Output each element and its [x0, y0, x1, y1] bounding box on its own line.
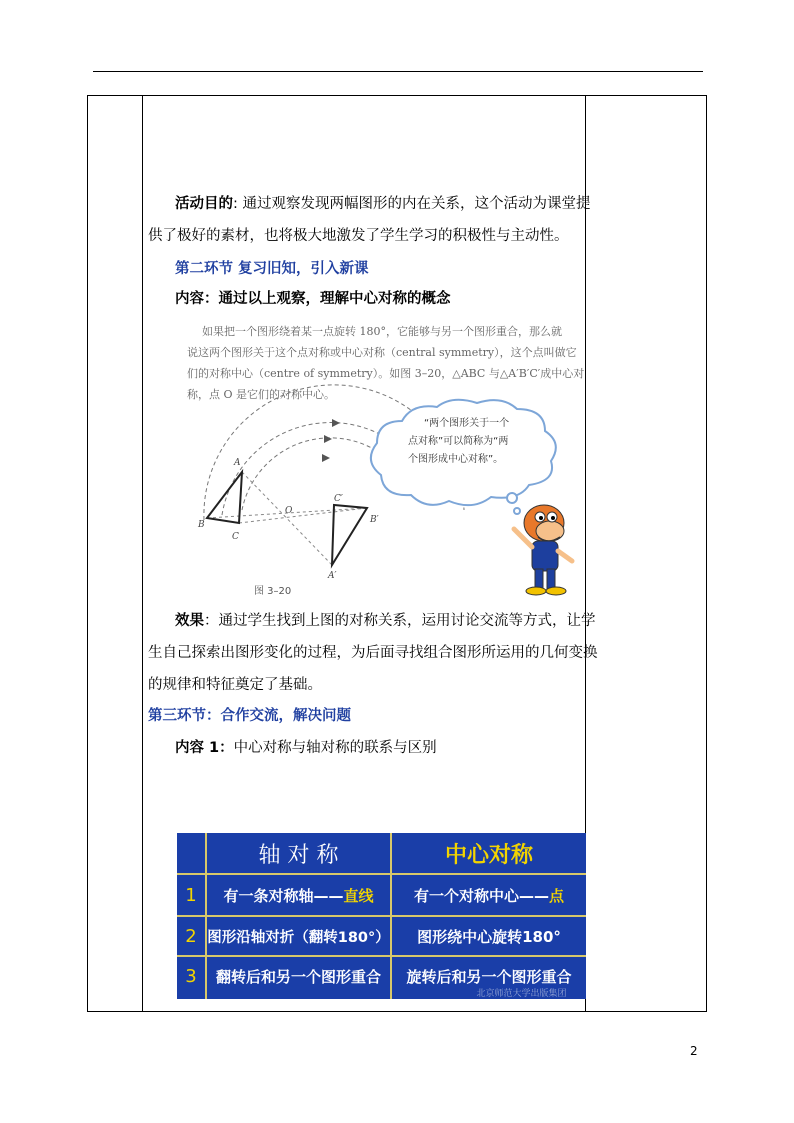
row2-number: 2 — [185, 925, 197, 947]
activity-goal-text1: 通过观察发现两幅图形的内在关系，这个活动为课堂提 — [242, 196, 591, 212]
label-a-prime: A′ — [328, 571, 337, 581]
symmetry-diagram — [172, 315, 580, 605]
label-c: C — [232, 532, 239, 542]
activity-goal-label: 活动目的 — [175, 196, 233, 212]
header-rule — [93, 71, 703, 72]
publisher-watermark: 北京师范大学出版集团 — [476, 988, 567, 999]
row3-axis: 翻转后和另一个图形重合 — [215, 967, 381, 986]
effect-line2: 生自己探索出图形变化的过程，为后面寻找组合图形所运用的几何变换 — [148, 645, 598, 661]
comparison-panel — [177, 833, 586, 999]
bubble-dot-small — [514, 508, 520, 514]
figure-text-line4: 称，点 O 是它们的对称中心。 — [187, 388, 336, 401]
row1-number: 1 — [185, 884, 197, 906]
section2-content: 内容：通过以上观察，理解中心对称的概念 — [175, 291, 451, 307]
row1-axis-accent: 直线 — [343, 886, 374, 905]
row1-axis — [207, 875, 390, 915]
bubble-line3: 个图形成中心对称”。 — [408, 454, 504, 465]
page-number: 2 — [690, 1044, 698, 1058]
arrow-head-1 — [332, 419, 340, 427]
figure-text-line1: 如果把一个图形绕着某一点旋转 180°，它能够与另一个图形重合，那么就 — [202, 325, 562, 338]
speech-bubble-icon — [371, 400, 556, 505]
row1-axis-text: 有一条对称轴—— — [223, 886, 344, 905]
label-a: A — [234, 458, 241, 468]
arrow-head-3 — [322, 454, 330, 462]
effect-line1 — [175, 611, 596, 631]
row3-center: 旋转后和另一个图形重合 — [406, 967, 572, 986]
figure-text-line2: 说这两个图形关于这个点对称或中心对称（central symmetry），这个点叫做它 — [187, 346, 577, 359]
row2-center: 图形绕中心旋转180° — [417, 927, 561, 946]
figure-text-line3: 们的对称中心（centre of symmetry）。如图 3–20，△ABC 与△A′B′C′成中心对 — [187, 367, 585, 380]
triangle-abc — [207, 472, 242, 523]
section2-heading: 第二环节 复习旧知，引入新课 — [175, 261, 369, 277]
bubble-line2: 点对称”可以简称为“两 — [408, 436, 509, 447]
label-o: O — [285, 506, 293, 516]
figure-caption: 图 3–20 — [254, 586, 292, 597]
section3-content-label: 内容 1： — [175, 740, 234, 756]
effect-text1: ：通过学生找到上图的对称关系，运用讨论交流等方式，让学 — [204, 613, 596, 629]
section3-content-text: 中心对称与轴对称的联系与区别 — [233, 740, 437, 756]
connector-cc — [239, 508, 367, 523]
activity-goal-line2: 供了极好的素材，也将极大地激发了学生学习的积极性与主动性。 — [148, 228, 569, 244]
section3-content — [175, 738, 437, 758]
triangle-abc-prime — [332, 505, 367, 565]
table-divider-left — [142, 96, 143, 1011]
effect-label: 效果 — [175, 613, 204, 629]
cartoon-mascot-icon — [514, 505, 572, 595]
row1-center — [392, 875, 586, 915]
bubble-line1: “两个图形关于一个 — [424, 418, 510, 429]
row3-number: 3 — [185, 965, 197, 987]
section3-heading: 第三环节：合作交流，解决问题 — [148, 708, 351, 724]
row2-axis: 图形沿轴对折（翻转180°） — [207, 929, 390, 946]
label-b: B — [198, 520, 205, 530]
row1-center-accent: 点 — [549, 886, 565, 905]
activity-goal-line1: 活动目的: 通过观察发现两幅图形的内在关系，这个活动为课堂提 — [175, 196, 591, 212]
label-c-prime: C′ — [334, 494, 343, 504]
header-axis-symmetry: 轴 对 称 — [258, 842, 339, 868]
connector-aa — [242, 472, 332, 565]
textbook-figure — [172, 315, 585, 605]
label-b-prime: B′ — [370, 515, 379, 525]
header-central-symmetry: 中心对称 — [444, 842, 533, 868]
bubble-dot-large — [507, 493, 517, 503]
effect-line3: 的规律和特征奠定了基础。 — [148, 677, 322, 693]
arrow-head-2 — [324, 435, 332, 443]
row1-center-text: 有一个对称中心—— — [413, 886, 549, 905]
